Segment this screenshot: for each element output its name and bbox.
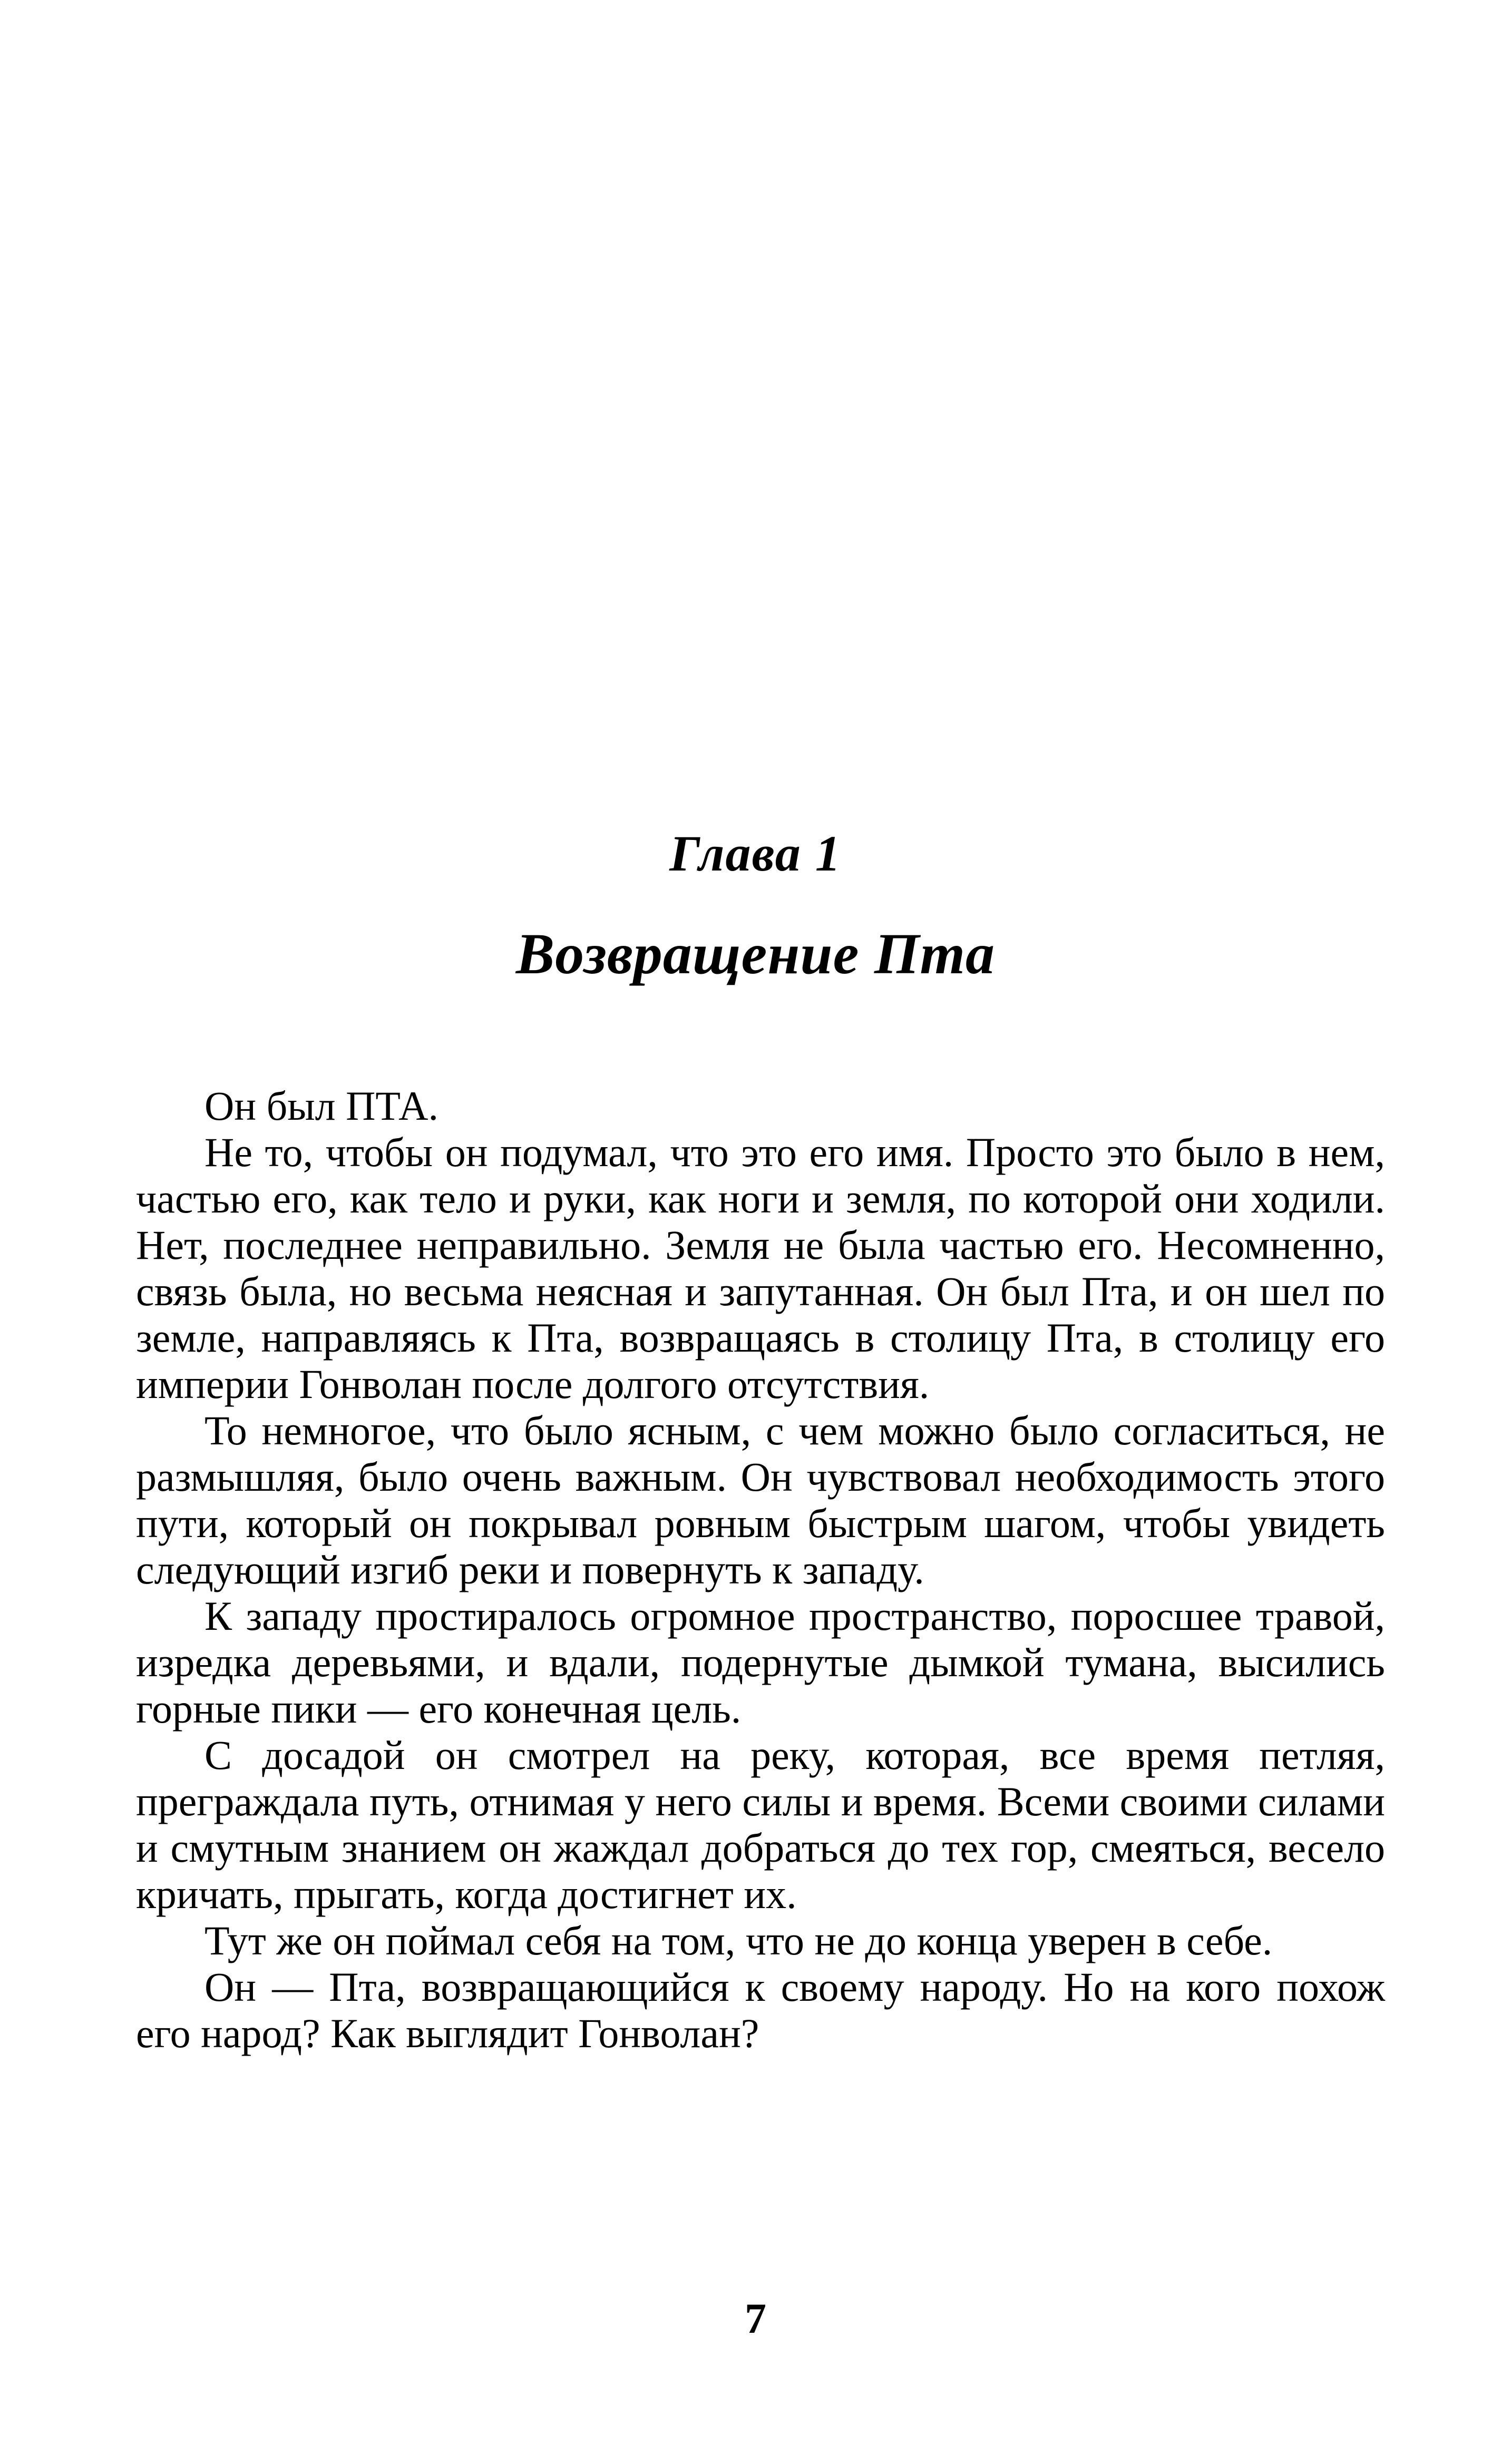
paragraph: Тут же он поймал себя на том, что не до конца уверен в себе. — [204, 1918, 1273, 1963]
chapter-number: Глава 1 — [669, 825, 842, 882]
page-number: 7 — [745, 2294, 766, 2342]
paragraph: Не то, чтобы он подумал, что это его имя. Просто это было в нем, частью его, как тело и руки, как ноги и земля, по которой они ходили. Нет, последнее неправильно. Земля не была частью его. Несомненно, связь была, но весьма неясная и запутанная. Он был Пта, и он шел по земле, направляясь к Пта, возвращаясь в столицу Пта, в столицу его империи Гонволан после долгого отсутствия. — [136, 1129, 1385, 1407]
paragraph: Он — Пта, возвращающийся к своему народу. Но на кого похож его народ? Как выглядит Гонволан? — [136, 1964, 1385, 2056]
paragraph: Он был ПТА. — [204, 1083, 439, 1129]
paragraph: То немногое, что было ясным, с чем можно было согласиться, не размышляя, было очень важным. Он чувствовал необходимость этого пути, который он покрывал ровным быстрым шагом, чтобы увидеть следующий изгиб реки и повернуть к западу. — [136, 1407, 1385, 1592]
chapter-title: Возвращение Пта — [515, 922, 996, 986]
paragraph: С досадой он смотрел на реку, которая, все время петляя, преграждала путь, отнимая у него силы и время. Всеми своими силами и смутным знанием он жаждал добраться до тех гор, смеяться, весело кричать, прыгать, когда достигнет их. — [136, 1732, 1385, 1917]
paragraph: К западу простиралось огромное пространство, поросшее травой, изредка деревьями, и вдали, подернутые дымкой тумана, высились горные пики — его конечная цель. — [136, 1593, 1385, 1732]
body-text — [136, 1083, 1385, 2057]
